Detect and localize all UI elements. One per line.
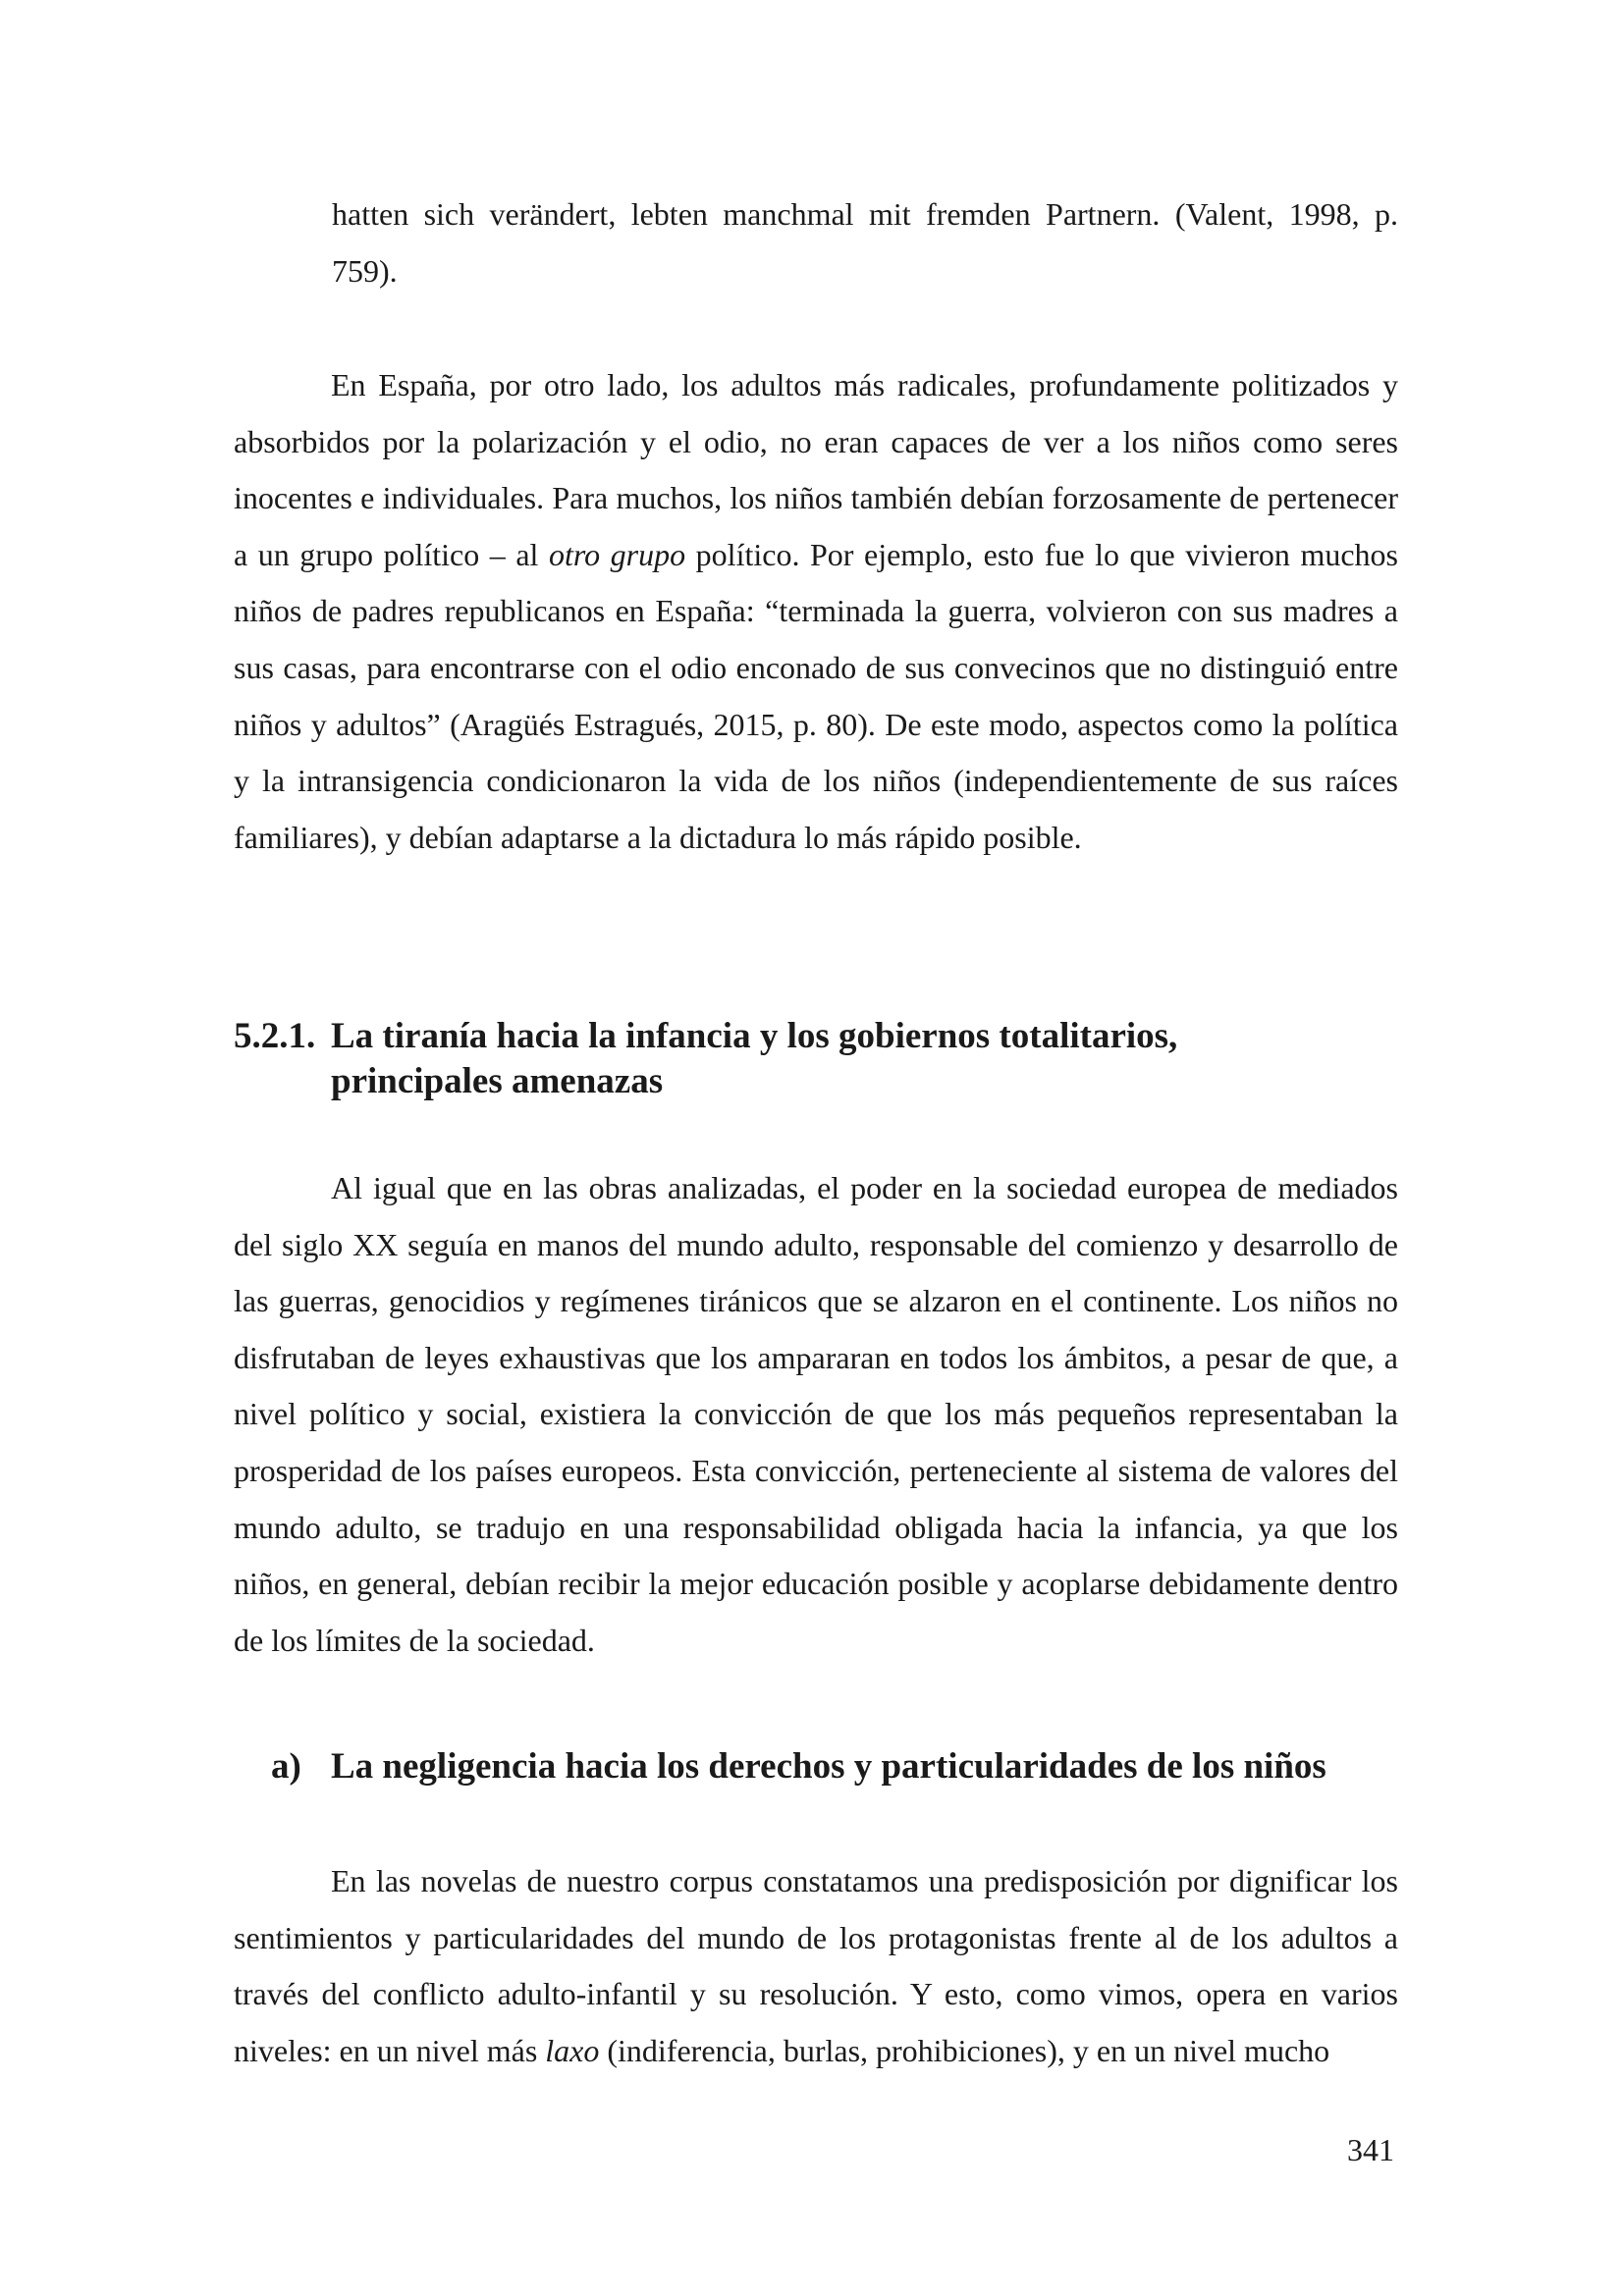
subsection-heading bbox=[271, 1744, 1398, 1789]
paragraph-text: En las novelas de nuestro corpus constatamos una predisposición por dignificar los sentimientos y particularidades del mundo de los protagonistas frente al de los adultos a través del conflicto adulto-infantil y su resolución. Y esto, como vimos, opera en varios niveles: en un nivel más bbox=[234, 1863, 1398, 2068]
paragraph-text: (indiferencia, burlas, prohibiciones), y en un nivel mucho bbox=[599, 2032, 1330, 2068]
section-title-line-1: La tiranía hacia la infancia y los gobiernos totalitarios, bbox=[331, 1016, 1178, 1056]
paragraph-spain-politics bbox=[234, 357, 1398, 866]
page-number: 341 bbox=[1347, 2132, 1394, 2167]
paragraph-text: En España, por otro lado, los adultos más radicales, profundamente politizados y absorbidos por la polarización y el odio, no eran capaces de ver a los niños como seres inocentes e individuales. Para muchos, los niños también debían forzosamente de pertenecer a un grupo político – al bbox=[234, 367, 1398, 572]
section-heading bbox=[234, 1014, 1398, 1104]
section-number: 5.2.1. bbox=[234, 1016, 316, 1056]
paragraph-text: político. Por ejemplo, esto fue lo que vivieron muchos niños de padres republicanos en España: “terminada la guerra, volvieron con sus madres a sus casas, para encontrarse con el odio enconado de sus convecinos que no distinguió entre niños y adultos” (Aragüés Estragués, 2015, p. 80). De este modo, aspectos como la política y la intransigencia condicionaron la vida de los niños (independientemente de sus raíces familiares), y debían adaptarse a la dictadura lo más rápido posible. bbox=[234, 536, 1399, 855]
emphasis-text: laxo bbox=[545, 2032, 600, 2068]
emphasis-text: otro grupo bbox=[548, 536, 686, 572]
subsection-marker: a) bbox=[271, 1746, 301, 1787]
block-quote-continuation: hatten sich verändert, lebten manchmal mit fremden Partnern. (Valent, 1998, p. 759). bbox=[332, 196, 1398, 289]
subsection-title: La negligencia hacia los derechos y particularidades de los niños bbox=[331, 1746, 1326, 1787]
paragraph-corpus-novels bbox=[234, 1853, 1398, 2079]
section-title-line-2: principales amenazas bbox=[331, 1061, 664, 1101]
paragraph-adult-power: Al igual que en las obras analizadas, el poder en la sociedad europea de mediados del siglo XX seguía en manos del mundo adulto, responsable del comienzo y desarrollo de las guerras, genocidios y regímenes tiránicos que se alzaron en el continente. Los niños no disfrutaban de leyes exhaustivas que los ampararan en todos los ámbitos, a pesar de que, a nivel político y social, existiera la convicción de que los más pequeños representaban la prosperidad de los países europeos. Esta convicción, perteneciente al sistema de valores del mundo adulto, se tradujo en una responsabilidad obligada hacia la infancia, ya que los niños, en general, debían recibir la mejor educación posible y acoplarse debidamente dentro de los límites de la sociedad. bbox=[234, 1170, 1398, 1658]
